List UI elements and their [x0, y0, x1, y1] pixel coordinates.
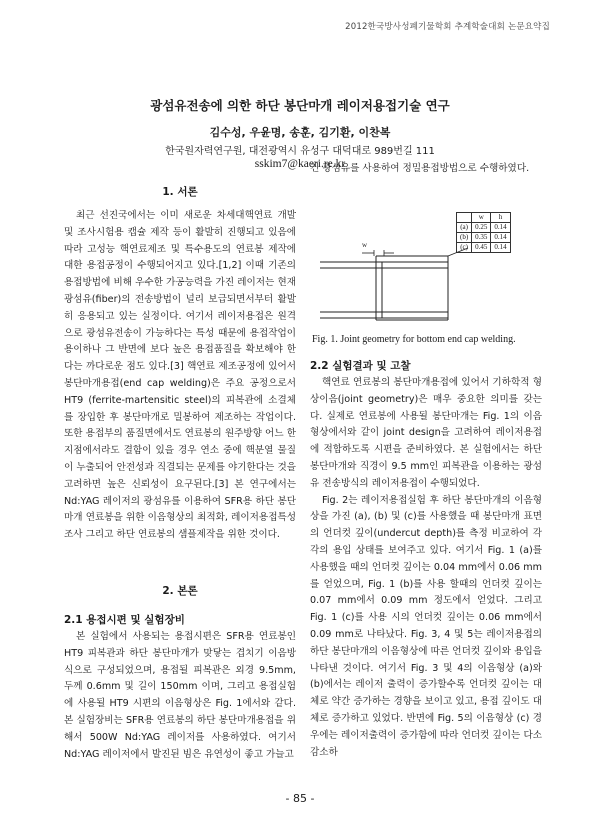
figure-1-table-cell: 0.35 [472, 233, 491, 243]
section-2-1-paragraph: 본 실험에서 사용되는 용접시편은 SFR용 연료봉인 HT9 피복관과 하단 봉단마개가 맞닿는 겹치기 이음방식으로 구성되었으며, 용접될 피복관은 외경 9.5mm, 두께 0.6mm 및 길이 150mm 이며, 그리고 용접실험에 사용될 HT9 시편의 이음형상은 Fig. 1에서와 같다. 본 실험장비는 SFR용 연료봉의 하단 봉단마개용접을 위해서 500W Nd:YAG 레이저를 사용하였다. 여기서 Nd:YAG 레이저에서 발진된 빔은 유연성이 좋고 가늘고 [64, 631, 296, 760]
section-2-1-body [64, 629, 296, 764]
section-2-heading: 2. 본론 [162, 585, 198, 597]
section-1-paragraph: 최근 선진국에서는 이미 새로운 차세대핵연료 개발 및 조사시험용 캡슐 제작 등이 활발히 진행되고 있음에 따라 고성능 핵연료제조 및 특수용도의 연료봉 제작에 대한 용접공정이 수행되어지고 있다.[1,2] 이때 기존의 용접방법에 비해 우수한 가공능력을 가진 레이저는 현재 광섬유(fiber)의 전송방법이 널리 보급되면서부터 활발히 응용되고 있는 실정이다. 여기서 레이저용접은 원격으로 광섬유전송이 가능하다는 특성 때문에 용접작업이 용이하나 그 반면에 보다 높은 용접품질을 확보해야 한다는 까다로운 점도 있다.[3] 핵연료 제조공정에 있어서 봉단마개용접(end cap welding)은 주요 공정으로서 HT9 (ferrite-martensitic steel)의 피복관에 소결체를 장입한 후 봉단마개로 밀봉하여 제조하는 작업이다. 또한 용접부의 품질면에서도 연료봉의 원주방향 어느 한 지점에서라도 결함이 있을 경우 연소 중에 핵분열 물질이 누출되어 안전성과 직결되는 문제를 야기한다는 것을 고려하면 높은 신뢰성이 요구된다.[3] 본 연구에서는 Nd:YAG 레이저의 광섬유를 이용하여 SFR용 하단 봉단마개 연료봉을 위한 이음형상의 최적화, 레이저용접특성 조사 그리고 하단 연료봉의 샘플제작을 위한 것이다. [64, 210, 296, 541]
figure-1-table-cell: w [472, 213, 491, 223]
figure-1-table-cell: 0.14 [491, 223, 510, 233]
figure-1-table-cell: (a) [457, 223, 472, 233]
figure-1-table-cell: (c) [457, 243, 472, 253]
continuation-text [310, 161, 542, 196]
continuation-paragraph: 긴 광섬유를 사용하여 정밀용접방법으로 수행하였다. [310, 163, 530, 174]
figure-1-label-w: w [362, 241, 368, 249]
figure-1-table-cell: (b) [457, 233, 472, 243]
section-2-2-heading: 2.2 실험결과 및 고찰 [310, 360, 411, 372]
page-number: - 85 - [285, 792, 315, 805]
paper-title: 광섬유전송에 의한 하단 봉단마개 레이저용접기술 연구 [150, 98, 450, 113]
figure-1-table-cell: 0.25 [472, 223, 491, 233]
section-2-1-heading: 2.1 용접시편 및 실험장비 [64, 614, 185, 626]
section-2-2-paragraph-2: Fig. 2는 레이저용접실험 후 하단 봉단마개의 이음형상을 가진 (a), (b) 및 (c)를 사용했을 때 봉단마개 표면의 언더컷 깊이(undercut depth)를 측정 비교하여 각각의 용입 상태를 보여주고 있다. 여기서 Fig. 1 (a)를 사용했을 때의 언더컷 깊이는 0.04 mm에서 0.06 mm를 얻었으며, Fig. 1 (b)를 사용 할때의 언더컷 깊이는 0.07 mm에서 0.09 mm 정도에서 얻었다. 그리고 Fig. 1 (c)를 사용 시의 언더컷 깊이는 0.06 mm에서 0.09 mm로 나타났다. Fig. 3, 4 및 5는 레이저용접의 하단 봉단마개의 이음형상에 따른 언더컷 깊이와 용입을 나타낸 것이다. 여기서 Fig. 3 및 4의 이음형상 (a)와 (b)에서는 레이저 출력이 증가할수록 언더컷 깊이는 대체로 약간 증가하는 경향을 보이고 있고, 용접 깊이도 대체로 증가하고 있었다. 반면에 Fig. 5의 이음형상 (c) 경우에는 레이저출력이 증가함에 따라 언더컷 깊이는 다소 감소하 [310, 494, 542, 758]
section-1-heading: 1. 서론 [162, 186, 198, 198]
figure-1-caption: Fig. 1. Joint geometry for bottom end cap welding. [312, 334, 516, 345]
figure-1-table-cell: 0.14 [491, 233, 510, 243]
paper-email: sskim7@kaeri.re.kr [254, 158, 346, 170]
section-2-2-body [310, 375, 542, 775]
running-head: 2012한국방사성폐기물학회 추계학술대회 논문요약집 [345, 22, 550, 32]
figure-1-table-cell: 0.45 [472, 243, 491, 253]
figure-1-table-cell: 0.14 [491, 243, 510, 253]
section-2-2-paragraph-1: 핵연료 연료봉의 봉단마개용접에 있어서 기하학적 형상이음(joint geometry)은 매우 중요한 의미를 갖는다. 실제로 연료봉에 사용될 봉단마개는 Fig. 1의 이음형상에서와 같이 joint design을 고려하여 레이저용접에 적합하도록 시편을 준비하였다. 본 실험에서는 하단 봉단마개와 직경이 9.5 mm인 피복관을 이용하는 광섬유 전송방식의 레이저용접이 수행되었다. [310, 377, 542, 489]
joint-geometry-drawing [318, 212, 538, 324]
paper-affiliation: 한국원자력연구원, 대전광역시 유성구 대덕대로 989번길 111 [165, 146, 435, 157]
section-1-body [64, 208, 296, 570]
figure-1-table-cell: h [491, 213, 510, 223]
figure-1 [318, 212, 538, 324]
paper-authors: 김수성, 우윤명, 송훈, 김기환, 이찬복 [209, 126, 391, 139]
